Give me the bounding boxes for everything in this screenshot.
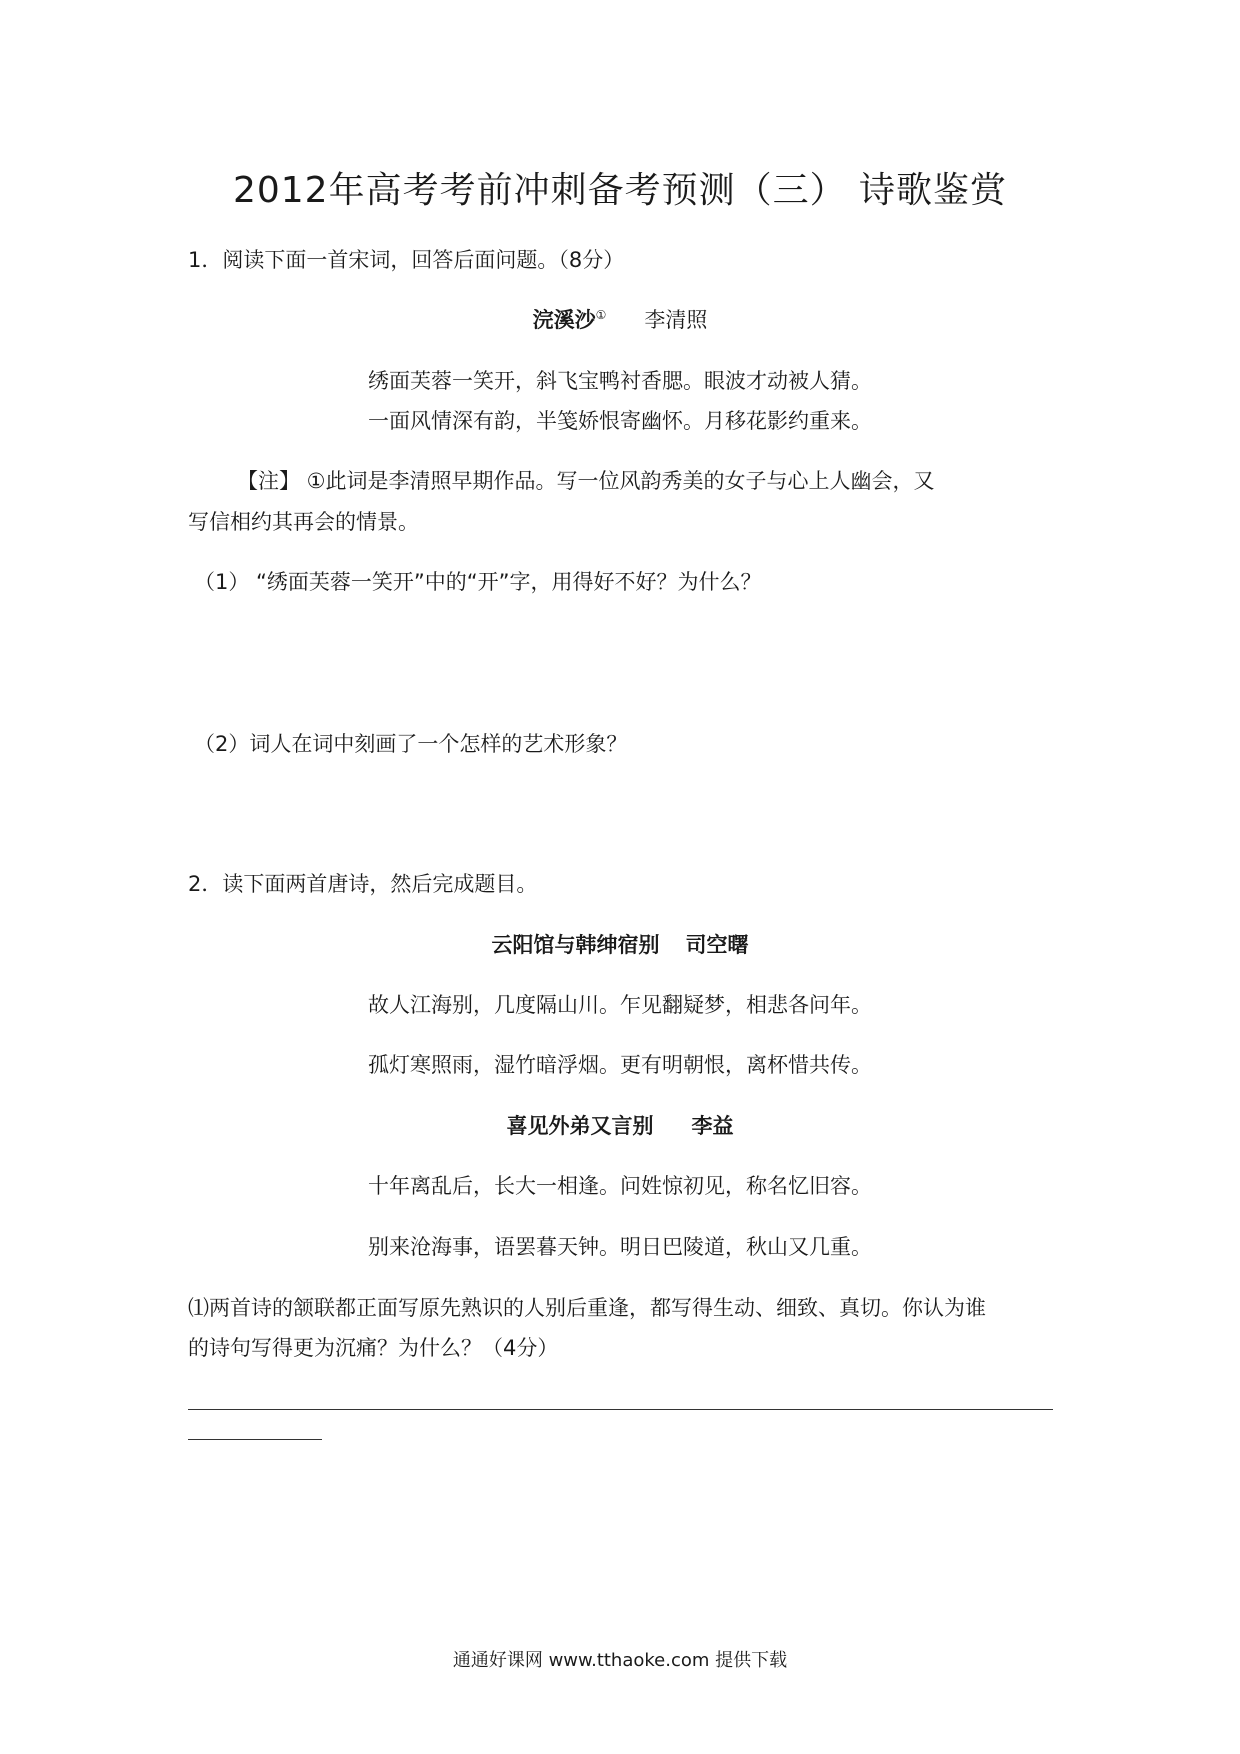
poem-author: 李清照 [644,308,708,332]
question-2-heading: 2．读下面两首唐诗，然后完成题目。 [188,872,538,896]
question-1-heading: 1．阅读下面一首宋词，回答后面问题。（8分） [188,248,625,272]
poem-line: 孤灯寒照雨，湿竹暗浮烟。更有明朝恨，离杯惜共传。 [368,1053,872,1077]
poem-title: 浣溪沙 [532,308,596,332]
poem-author: 司空曙 [685,933,749,957]
poem-title: 喜见外弟又言别 [506,1114,654,1138]
footnote-line: 【注】 ①此词是李清照早期作品。写一位风韵秀美的女子与心上人幽会，又 [237,469,935,493]
sub-question-text: ⑴两首诗的颔联都正面写原先熟识的人别后重逢，都写得生动、细致、真切。你认为谁 [188,1296,986,1320]
poem-line: 十年离乱后，长大一相逢。问姓惊初见，称名忆旧容。 [368,1174,872,1198]
poem-1-header [0,304,1240,334]
poem-line: 别来沧海事，语罢暮天钟。明日巴陵道，秋山又几重。 [368,1235,872,1259]
poem-line: 绣面芙蓉一笑开，斜飞宝鸭衬香腮。眼波才动被人猜。 [368,369,872,393]
sub-question-1: （1） “绣面芙蓉一笑开”中的“开”字，用得好不好？为什么？ [194,570,762,594]
answer-line [188,1409,1053,1410]
poem-2-header [0,929,1240,959]
poem-3-header [0,1110,1240,1140]
page-footer: 通通好课网 www.tthaoke.com 提供下载 [452,1650,788,1671]
poem-author: 李益 [691,1114,734,1138]
poem-line: 故人江海别，几度隔山川。乍见翻疑梦，相悲各问年。 [368,993,872,1017]
page-title: 2012年高考考前冲刺备考预测（三） 诗歌鉴赏 [232,170,1008,211]
sub-question-2: （2）词人在词中刻画了一个怎样的艺术形象？ [194,732,628,756]
footnote-line: 写信相约其再会的情景。 [188,510,419,534]
sub-question-text: 的诗句写得更为沉痛？为什么？（4分） [188,1336,559,1360]
poem-line: 一面风情深有韵，半笺娇恨寄幽怀。月移花影约重来。 [368,409,872,433]
footnote-marker: ① [595,308,607,322]
footnote-separator [188,1439,322,1440]
poem-title: 云阳馆与韩绅宿别 [491,933,660,957]
